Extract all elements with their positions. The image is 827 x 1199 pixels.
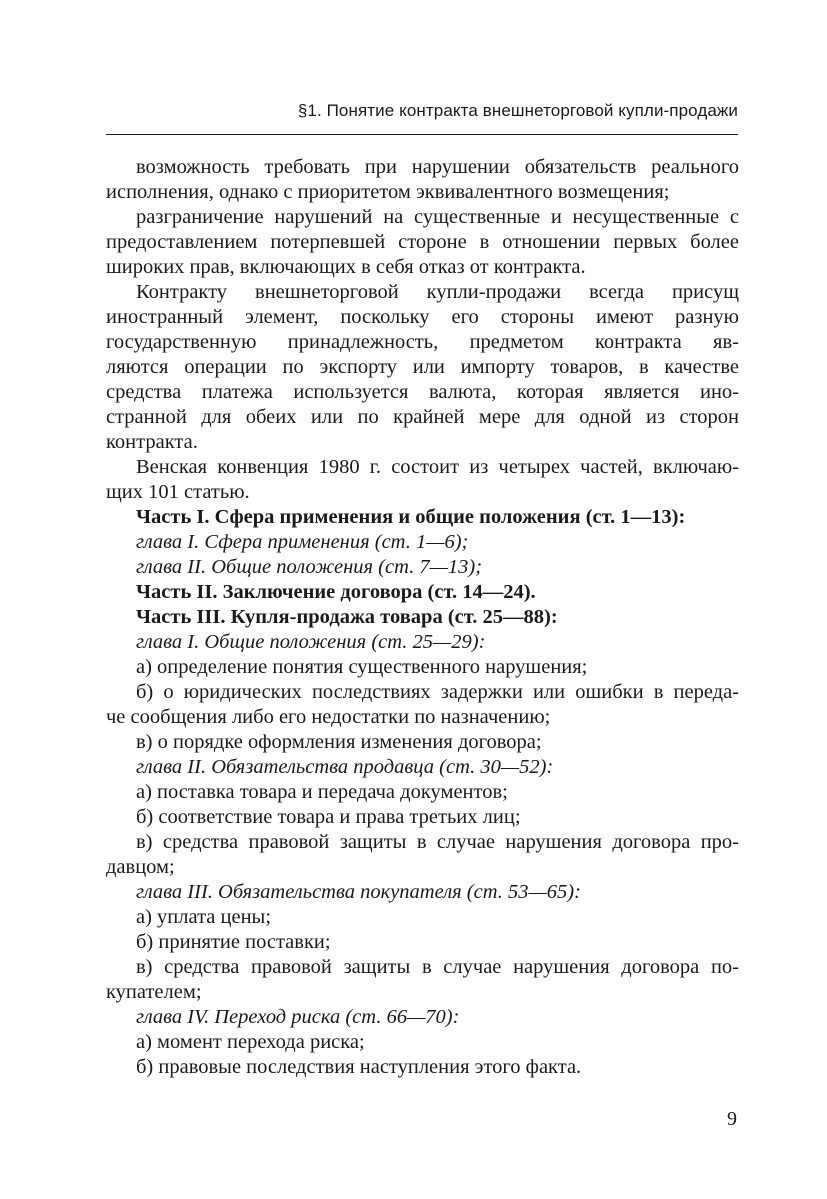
text-line: странной для обеих или по крайней мере для одной из сторон <box>106 406 739 428</box>
list-item-continuation: купателем; <box>106 981 202 1003</box>
page-number: 9 <box>727 1108 737 1130</box>
list-item: б) о юридических последствиях задержки или ошибки в переда- <box>136 681 739 703</box>
chapter-heading: глава IV. Переход риска (ст. 66—70): <box>136 1006 460 1028</box>
part-heading: Часть I. Сфера применения и общие положения (ст. 1—13): <box>136 506 686 528</box>
text-line: средства платежа используется валюта, которая является ино- <box>106 381 739 403</box>
text-line: контракта. <box>106 431 198 453</box>
text-line: Венская конвенция 1980 г. состоит из четырех частей, включаю- <box>136 456 739 478</box>
list-item: а) уплата цены; <box>136 906 272 928</box>
list-item: в) средства правовой защиты в случае нарушения договора по- <box>136 956 739 978</box>
list-item-continuation: че сообщения либо его недостатки по назначению; <box>106 706 551 728</box>
part-heading: Часть II. Заключение договора (ст. 14—24). <box>136 581 536 603</box>
list-item: в) средства правовой защиты в случае нарушения договора про- <box>136 831 739 853</box>
running-header: §1. Понятие контракта внешнеторговой купли-продажи <box>297 101 738 120</box>
chapter-heading: глава III. Обязательства покупателя (ст. 53—65): <box>136 881 581 903</box>
list-item: а) поставка товара и передача документов; <box>136 781 508 803</box>
list-item: б) принятие поставки; <box>136 931 331 953</box>
text-line: широких прав, включающих в себя отказ от контракта. <box>106 256 586 278</box>
text-line: государственную принадлежность, предметом контракта яв- <box>106 331 739 353</box>
text-line: исполнения, однако с приоритетом эквивалентного возмещения; <box>106 181 670 203</box>
text-line: щих 101 статью. <box>106 481 250 503</box>
chapter-heading: глава I. Сфера применения (ст. 1—6); <box>136 531 469 553</box>
chapter-heading: глава II. Обязательства продавца (ст. 30—52): <box>136 756 554 778</box>
text-line: иностранный элемент, поскольку его стороны имеют разную <box>106 306 739 328</box>
header-rule <box>106 134 738 135</box>
body-text <box>106 155 739 1080</box>
text-line: разграничение нарушений на существенные и несущественные с <box>136 206 739 228</box>
list-item: в) о порядке оформления изменения договора; <box>136 731 542 753</box>
list-item: б) правовые последствия наступления этого факта. <box>136 1056 582 1078</box>
list-item: а) определение понятия существенного нарушения; <box>136 656 588 678</box>
list-item: б) соответствие товара и права третьих лиц; <box>136 806 521 828</box>
text-line: ляются операции по экспорту или импорту товаров, в качестве <box>106 356 739 378</box>
list-item-continuation: давцом; <box>106 856 175 878</box>
part-heading: Часть III. Купля-продажа товара (ст. 25—88): <box>136 606 558 628</box>
chapter-heading: глава I. Общие положения (ст. 25—29): <box>136 631 486 653</box>
text-line: возможность требовать при нарушении обязательств реального <box>136 156 739 178</box>
text-line: Контракту внешнеторговой купли-продажи всегда присущ <box>136 281 739 303</box>
chapter-heading: глава II. Общие положения (ст. 7—13); <box>136 556 483 578</box>
text-line: предоставлением потерпевшей стороне в отношении первых более <box>106 231 739 253</box>
list-item: а) момент перехода риска; <box>136 1031 365 1053</box>
